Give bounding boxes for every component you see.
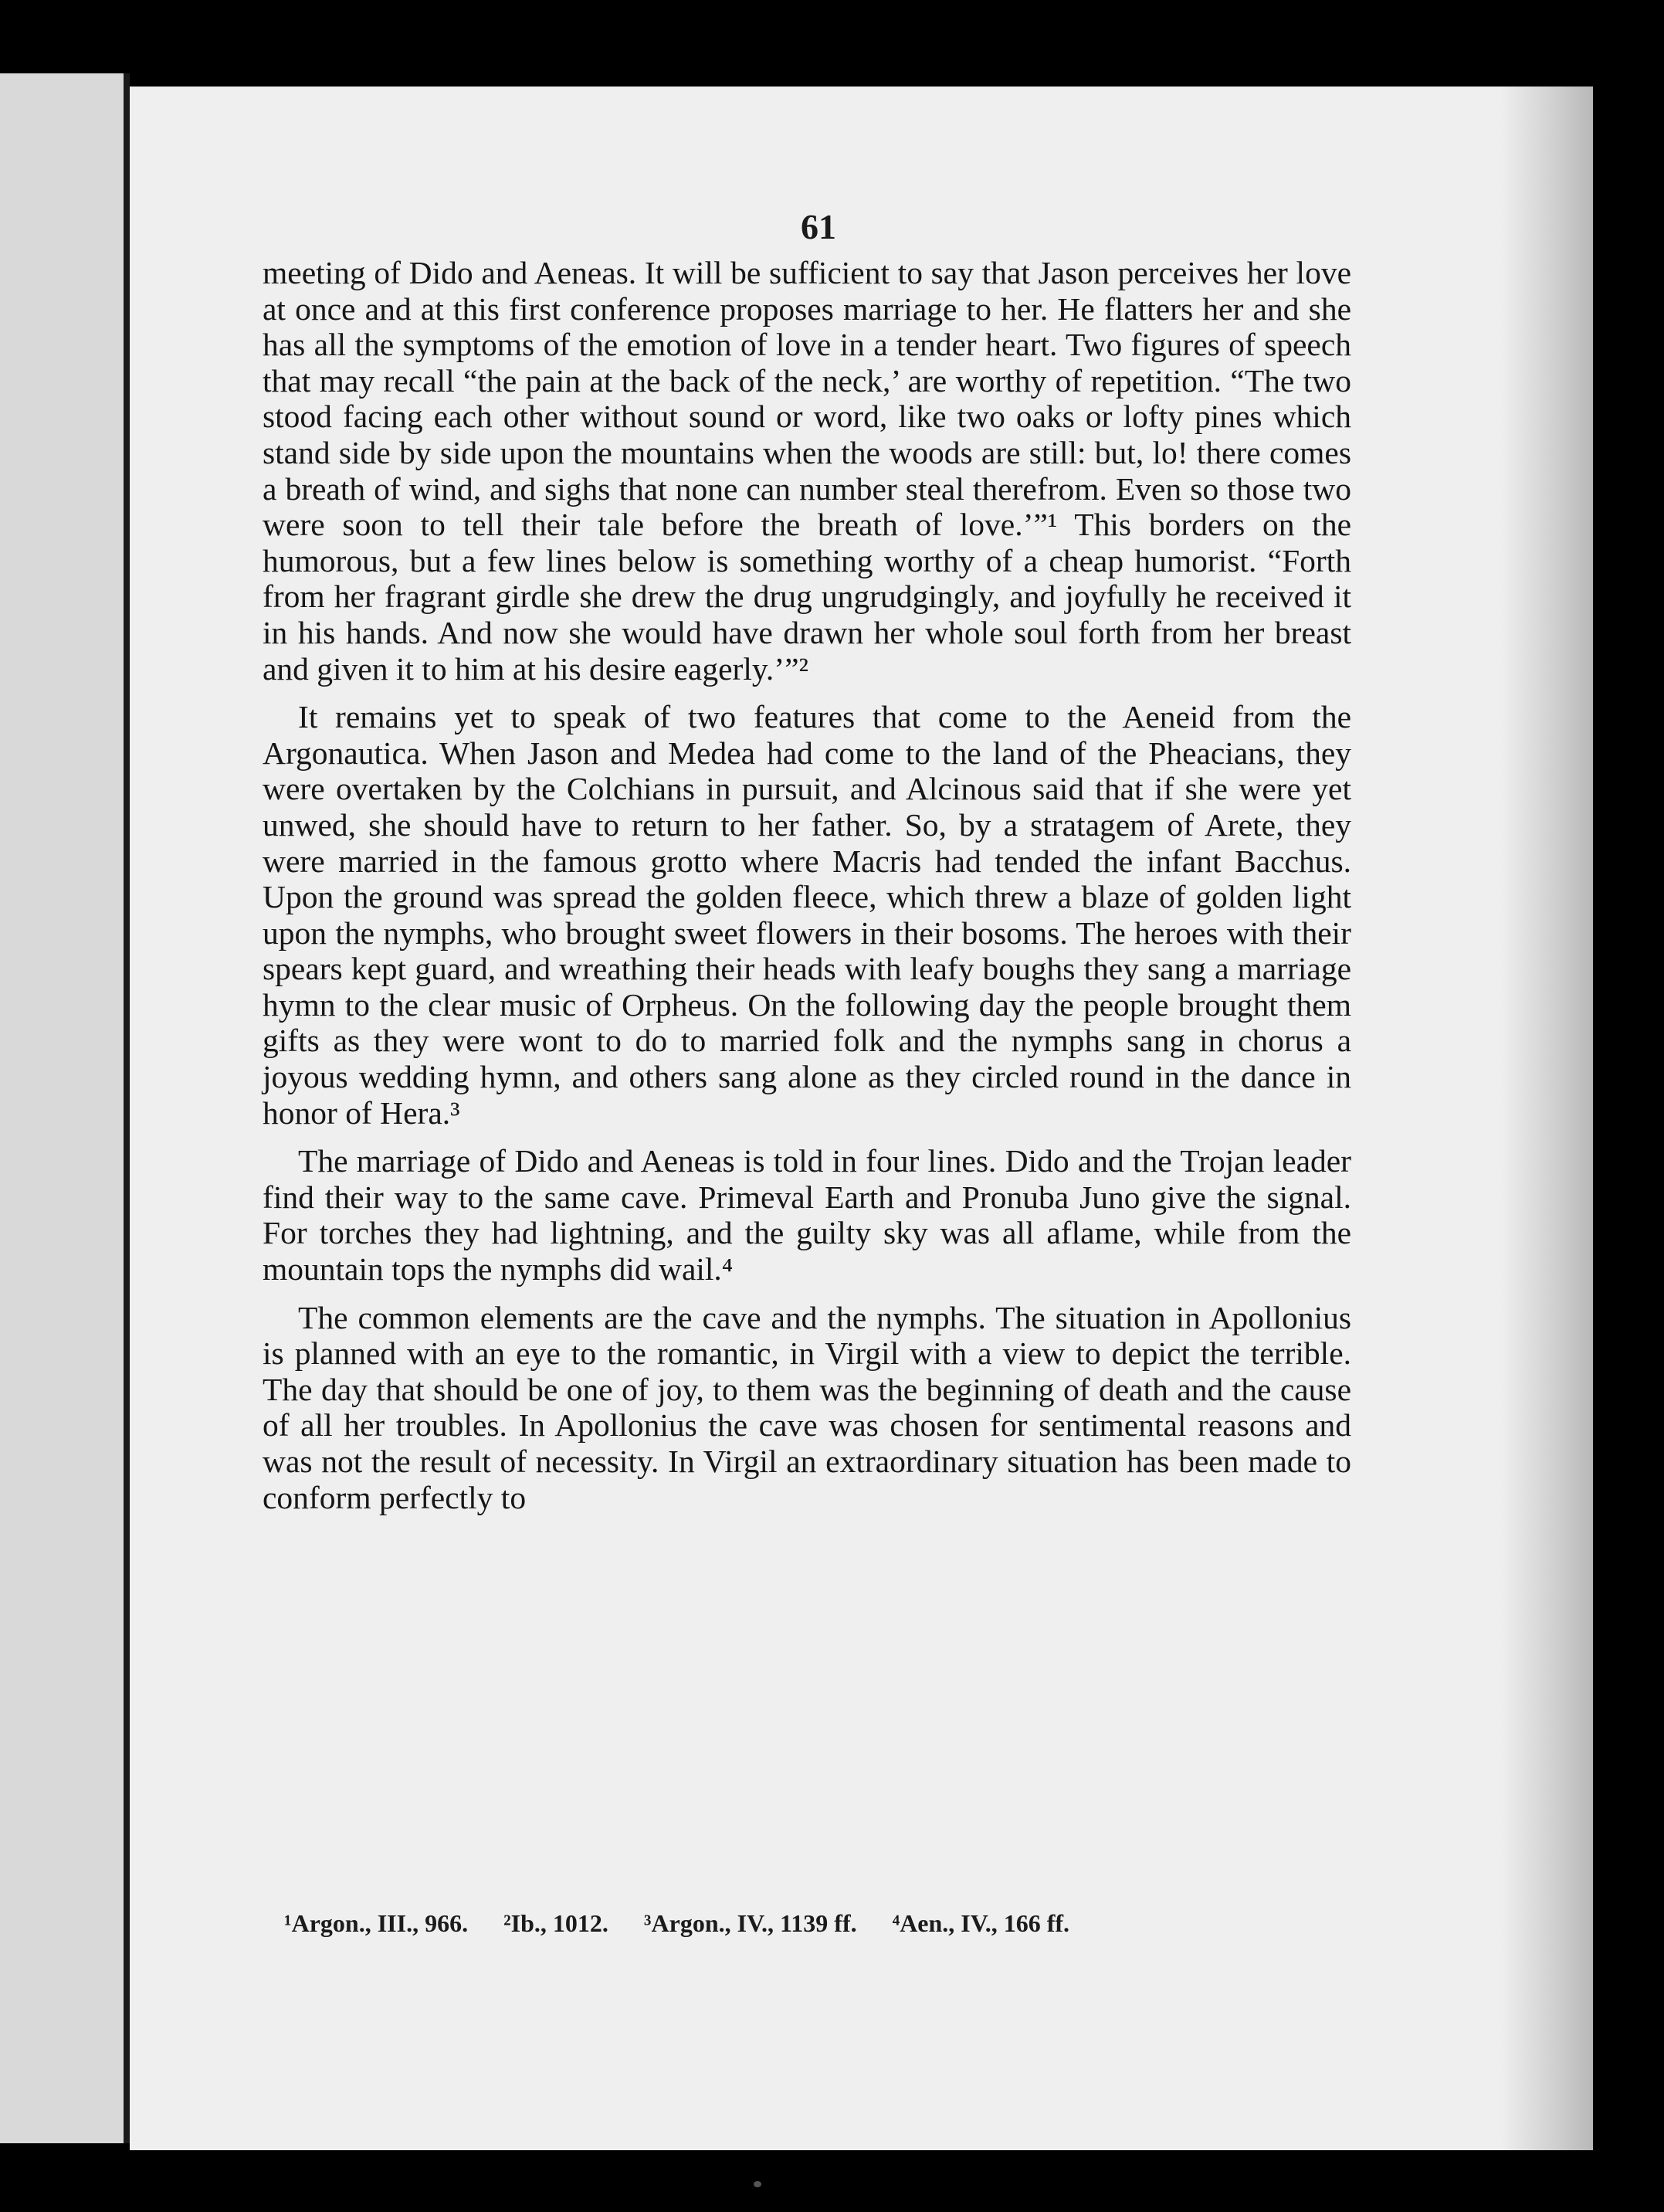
footnote: ¹Argon., III., 966. [284,1909,469,1937]
paragraph: The common elements are the cave and the nymphs. The situation in Apollonius is planned with an eye to the romantic, in Virgil with a view to depict the terrible. The day that should be one of joy, to them was the beginning of death and the cause of all her troubles. In Apollonius the cave was chosen for sentimental reasons and was not the result of necessity. In Virgil an extraordinary situation has been made to conform perfectly to [263,1299,1351,1515]
footnote: ²Ib., 1012. [503,1909,608,1937]
body-text [263,255,1351,1528]
scan-speck [754,2181,761,2187]
footnote: ⁴Aen., IV., 166 ff. [892,1909,1070,1937]
paragraph: It remains yet to speak of two features that come to the Aeneid from the Argonautica. When Jason and Medea had come to the land of the Pheacians, they were overtaken by the Colchians in pursuit, and Alcinous said that if she were yet unwed, she should have to return to her father. So, by a stratagem of Arete, they were married in the famous grotto where Macris had tended the infant Bacchus. Upon the ground was spread the golden fleece, which threw a blaze of golden light upon the nymphs, who brought sweet flowers in their bosoms. The heroes with their spears kept guard, and wreathing their heads with leafy boughs they sang a marriage hymn to the clear music of Orpheus. On the following day the people brought them gifts as they were wont to do to married folk and the nymphs sang in chorus a joyous wedding hymn, and others sang alone as they circled round in the dance in honor of Hera.³ [263,699,1351,1131]
page-gutter [124,73,130,2143]
paragraph: meeting of Dido and Aeneas. It will be sufficient to say that Jason perceives her love at once and at this first conference proposes marriage to her. He flatters her and she has all the symptoms of the emotion of love in a tender heart. Two figures of speech that may recall “the pain at the back of the neck,’ are worthy of repetition. “The two stood facing each other without sound or word, like two oaks or lofty pines which stand side by side upon the mountains when the woods are still: but, lo! there comes a breath of wind, and sighs that none can number steal therefrom. Even so those two were soon to tell their tale before the breath of love.’”¹ This borders on the humorous, but a few lines below is something worthy of a cheap humorist. “Forth from her fragrant girdle she drew the drug ungrudgingly, and joyfully he received it in his hands. And now she would have drawn her whole soul forth from her breast and given it to him at his desire eagerly.’”² [263,255,1351,687]
footnotes [284,1909,1350,1938]
footnote: ³Argon., IV., 1139 ff. [643,1909,857,1937]
book-page [130,87,1593,2150]
paragraph: The marriage of Dido and Aeneas is told in four lines. Dido and the Trojan leader find their way to the same cave. Primeval Earth and Pronuba Juno give the signal. For torches they had lightning, and the guilty sky was all aflame, while from the mountain tops the nymphs did wail.⁴ [263,1143,1351,1288]
page-number: 61 [801,207,836,246]
page-binding-shadow [1500,87,1593,2150]
adjacent-page-edge [0,73,127,2143]
